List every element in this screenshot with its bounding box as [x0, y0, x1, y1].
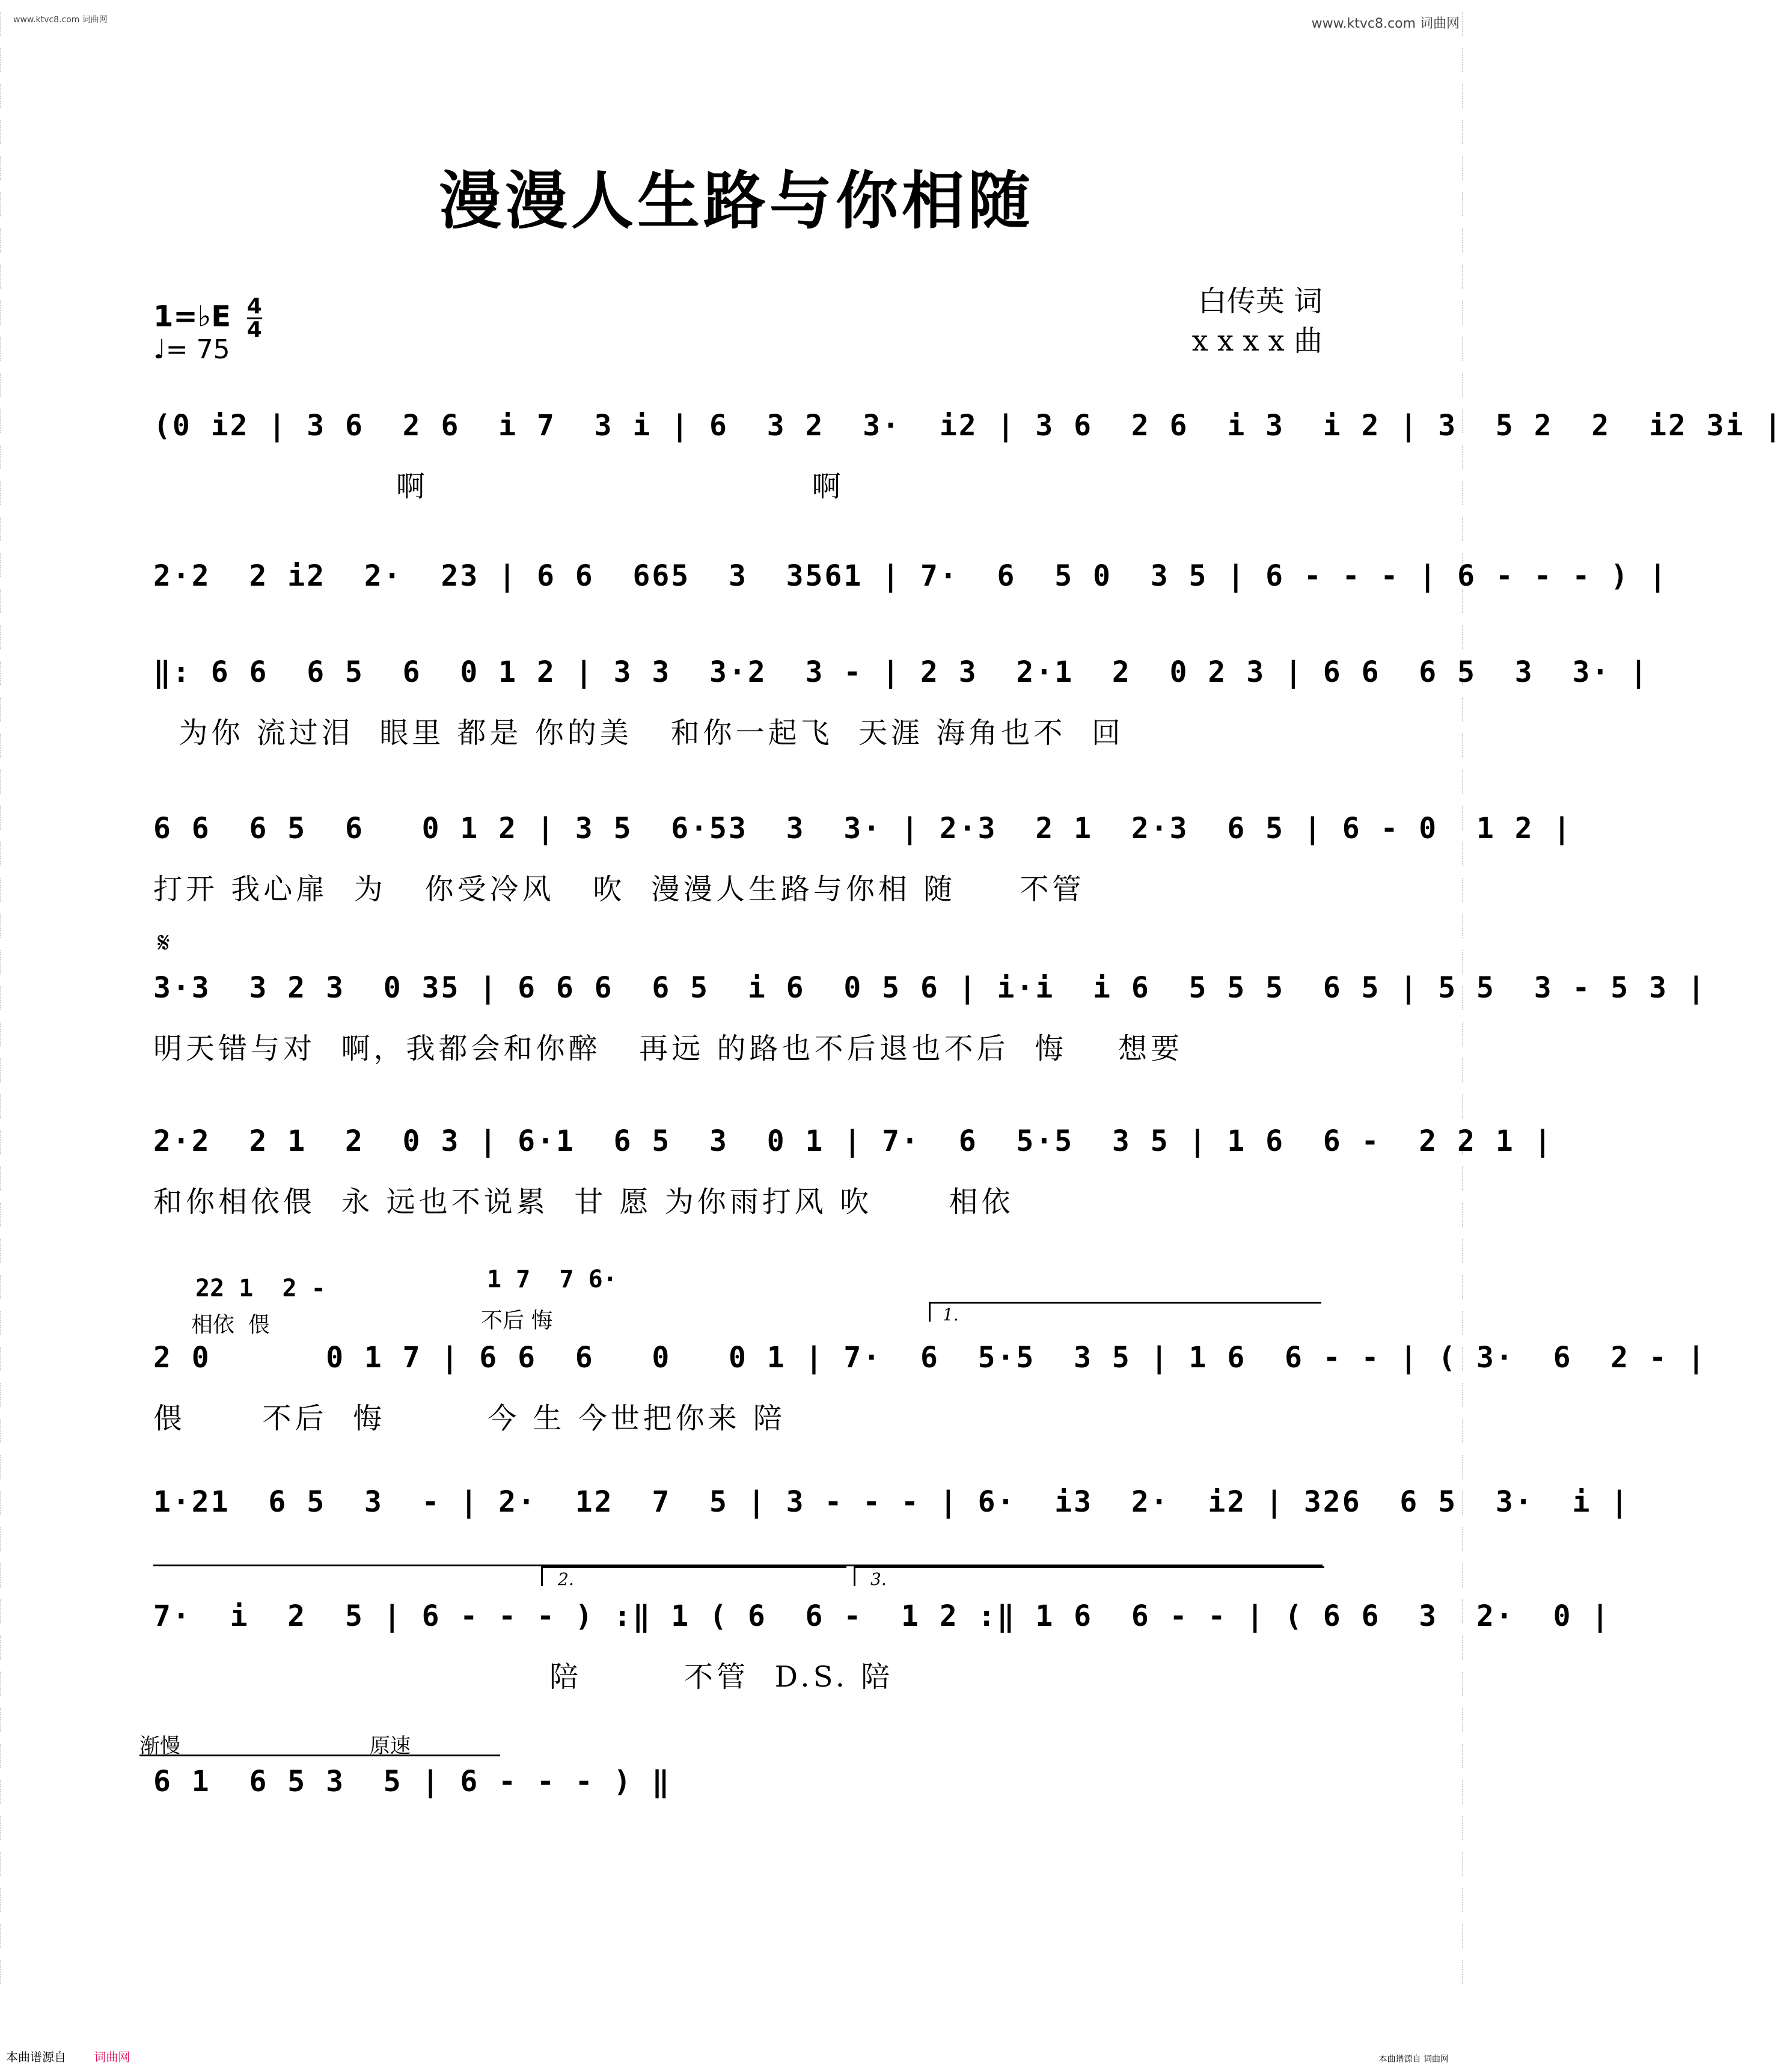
- lyrics-line: 啊 啊: [153, 470, 845, 503]
- border-dash: [0, 373, 11, 397]
- border-dash: [1462, 1744, 1473, 1768]
- volta-bracket-2: [541, 1566, 846, 1589]
- border-dash: [0, 986, 11, 1010]
- border-dash: [1462, 301, 1473, 325]
- border-dash: [0, 1166, 11, 1191]
- border-dash: [0, 914, 11, 938]
- border-dash: [0, 1744, 11, 1768]
- border-dash: [1462, 1383, 1473, 1407]
- border-dash: [1462, 697, 1473, 722]
- border-dash: [0, 265, 11, 289]
- notes-line: 7· i 2 5 | 6 - - - ) :‖ 1 ( 6 6 - 1 2 :‖ 1 6 6 - - | ( 6 6 3 2· 0 |: [153, 1599, 1611, 1633]
- border-dash: [0, 1239, 11, 1263]
- staff-line-10: [153, 1765, 1326, 1837]
- staff-line-5: [153, 971, 1707, 1067]
- ossia-lyrics-2: 不后 悔: [481, 1308, 553, 1333]
- border-dash: [0, 589, 11, 613]
- volta-number-3: 3.: [870, 1569, 887, 1589]
- staff-line-3: [153, 655, 1650, 752]
- border-dash: [0, 48, 11, 72]
- border-dash: [0, 1780, 11, 1804]
- border-dash: [0, 1094, 11, 1118]
- border-dash: [0, 1563, 11, 1587]
- border-dash: [0, 1960, 11, 1984]
- border-dash: [0, 1527, 11, 1551]
- border-dash: [1462, 445, 1473, 469]
- border-dash: [1462, 734, 1473, 758]
- volta-number-1: 1.: [943, 1305, 959, 1325]
- lyrics-line: 为你 流过泪 眼里 都是 你的美 和你一起飞 天涯 海角也不 回: [153, 716, 1124, 750]
- border-dash: [0, 1708, 11, 1732]
- notes-line: (0 i2 | 3 6 2 6 i 7 3 i | 6 3 2 3· i2 | 3 6 2 6 i 3 i 2 | 3 5 2 2 i2 3i |: [153, 409, 1783, 443]
- border-dash: [1462, 1022, 1473, 1046]
- notes-line: 2·2 2 1 2 0 3 | 6·1 6 5 3 0 1 | 7· 6 5·5 3 5 | 1 6 6 - 2 2 1 |: [153, 1124, 1553, 1158]
- border-dash: [1462, 1311, 1473, 1335]
- border-dash: [0, 1419, 11, 1443]
- border-dash: [0, 625, 11, 649]
- staff-line-7: [153, 1341, 1707, 1437]
- border-dash: [1462, 1058, 1473, 1082]
- lyrics-line: 偎 不后 悔 今 生 今世把你来 陪: [153, 1402, 786, 1435]
- border-dash: [0, 1130, 11, 1154]
- border-dash: [0, 1599, 11, 1623]
- border-dash: [1462, 481, 1473, 505]
- border-dash: [0, 842, 11, 866]
- border-dash: [0, 337, 11, 361]
- border-dash: [1462, 12, 1473, 36]
- notes-line: 6 6 6 5 6 0 1 2 | 3 5 6·53 3 3· | 2·3 2 1 2·3 6 5 | 6 - 0 1 2 |: [153, 812, 1573, 845]
- song-title: 漫漫人生路与你相随: [438, 164, 1034, 238]
- ossia-notes-2: 1 7 7 6·: [487, 1266, 617, 1293]
- border-dash: [1462, 517, 1473, 541]
- border-dash: [1462, 1672, 1473, 1696]
- border-dash: [0, 806, 11, 830]
- border-dash: [1462, 950, 1473, 974]
- notes-line: ‖: 6 6 6 5 6 0 1 2 | 3 3 3·2 3 - | 2 3 2·1 2 0 2 3 | 6 6 6 5 3 3· |: [153, 655, 1650, 689]
- border-dash: [1462, 1816, 1473, 1840]
- lyrics-line: 打开 我心扉 为 你受冷风 吹 漫漫人生路与你相 随 不管: [153, 872, 1085, 906]
- lyrics-line: 陪 不管 D.S. 陪: [153, 1660, 894, 1694]
- border-dash: [0, 1672, 11, 1696]
- key-text: 1=♭E: [153, 299, 231, 334]
- border-dash: [0, 84, 11, 108]
- border-dash: [1462, 1888, 1473, 1912]
- site-header-left: www.ktvc8.com 词曲网: [13, 15, 108, 25]
- ritardando-mark: 渐慢: [139, 1734, 180, 1758]
- border-dash: [1462, 1094, 1473, 1118]
- footer-left: [6, 2047, 130, 2065]
- border-dash: [0, 301, 11, 325]
- border-dash: [1462, 265, 1473, 289]
- staff-line-9: [153, 1599, 1611, 1696]
- lyrics-line: 明天错与对 啊，我都会和你醉 再远 的路也不后退也不后 悔 想要: [153, 1032, 1184, 1065]
- segno-sign: 𝄋: [158, 926, 170, 960]
- border-dash: [0, 734, 11, 758]
- composer-credit: x x x x 曲: [1191, 324, 1323, 358]
- border-dash: [1462, 1455, 1473, 1479]
- lyricist-credit: 白传英 词: [1197, 284, 1323, 318]
- border-dash: [1462, 373, 1473, 397]
- notes-line: 2·2 2 i2 2· 23 | 6 6 665 3 3561 | 7· 6 5 0 3 5 | 6 - - - | 6 - - - ) |: [153, 559, 1668, 593]
- site-header-right: www.ktvc8.com 词曲网: [1311, 16, 1460, 31]
- staff-line-2: [153, 559, 1668, 655]
- border-dash: [0, 409, 11, 433]
- border-dash: [1462, 1708, 1473, 1732]
- staff-line-1: [153, 409, 1783, 505]
- volta-bracket-3: [854, 1566, 1324, 1589]
- notes-line: 3·3 3 2 3 0 35 | 6 6 6 6 5 i 6 0 5 6 | i·i i 6 5 5 5 6 5 | 5 5 3 - 5 3 |: [153, 971, 1707, 1005]
- border-dash: [1462, 1924, 1473, 1948]
- footer-source-text: 本曲谱源自: [6, 2050, 66, 2064]
- notes-line: 2 0 0 1 7 | 6 6 6 0 0 1 | 7· 6 5·5 3 5 | 1 6 6 - - | ( 3· 6 2 - |: [153, 1341, 1707, 1375]
- staff-line-6: [153, 1124, 1553, 1221]
- border-dash: [0, 770, 11, 794]
- staff-line-4: [153, 812, 1573, 908]
- time-signature: [247, 296, 262, 341]
- border-dash: [0, 1347, 11, 1371]
- border-dash: [1462, 48, 1473, 72]
- volta-bracket-1: [929, 1302, 1321, 1325]
- tempo-bracket: [139, 1755, 500, 1756]
- volta-number-2: 2.: [558, 1569, 574, 1589]
- border-dash: [1462, 878, 1473, 902]
- time-bottom: 4: [246, 317, 262, 342]
- border-dash: [0, 1022, 11, 1046]
- border-dash: [1462, 1563, 1473, 1587]
- border-dash: [0, 878, 11, 902]
- border-dash: [1462, 84, 1473, 108]
- tempo-marking: ♩= 75: [153, 334, 230, 365]
- border-dash: [0, 1311, 11, 1335]
- border-dash: [0, 1203, 11, 1227]
- border-dash: [0, 1924, 11, 1948]
- border-dash: [0, 1491, 11, 1515]
- footer-brand-logo: 词曲网: [94, 2050, 130, 2064]
- notes-line: 6 1 6 5 3 5 | 6 - - - ) ‖: [153, 1765, 671, 1798]
- border-dash: [0, 1383, 11, 1407]
- border-dash: [1462, 625, 1473, 649]
- border-dash: [1462, 770, 1473, 794]
- footer-right: 本曲谱源自 词曲网: [1378, 2055, 1449, 2064]
- staff-line-8: [153, 1485, 1630, 1557]
- border-dash: [1462, 1275, 1473, 1299]
- border-dash: [1462, 1960, 1473, 1984]
- border-dash: [0, 481, 11, 505]
- border-dash: [0, 1058, 11, 1082]
- border-dash: [1462, 337, 1473, 361]
- border-dash: [1462, 1527, 1473, 1551]
- border-dash: [1462, 1852, 1473, 1876]
- border-dash: [1462, 1239, 1473, 1263]
- ossia-lyrics-1: 相依 偎: [191, 1313, 270, 1337]
- border-dash: [1462, 589, 1473, 613]
- border-dash: [0, 697, 11, 722]
- border-dash: [0, 1455, 11, 1479]
- border-dash: [1462, 1419, 1473, 1443]
- border-dash: [0, 950, 11, 974]
- border-dash: [0, 120, 11, 144]
- border-dash: [0, 553, 11, 577]
- border-dash: [0, 1816, 11, 1840]
- border-dash: [1462, 120, 1473, 144]
- border-dash: [0, 517, 11, 541]
- border-dash: [0, 1888, 11, 1912]
- border-dash: [1462, 1635, 1473, 1660]
- a-tempo-mark: 原速: [370, 1734, 411, 1758]
- border-dash: [0, 445, 11, 469]
- right-border-decoration: [1462, 0, 1473, 2072]
- left-border-decoration: [0, 0, 11, 2072]
- time-top: 4: [246, 294, 262, 319]
- border-dash: [0, 1635, 11, 1660]
- border-dash: [0, 1852, 11, 1876]
- border-dash: [1462, 1166, 1473, 1191]
- notes-line: 1·21 6 5 3 - | 2· 12 7 5 | 3 - - - | 6· i3 2· i2 | 326 6 5 3· i |: [153, 1485, 1630, 1519]
- border-dash: [1462, 842, 1473, 866]
- lyrics-line: 和你相依偎 永 远也不说累 甘 愿 为你雨打风 吹 相依: [153, 1185, 1014, 1219]
- border-dash: [1462, 1203, 1473, 1227]
- border-dash: [0, 12, 11, 36]
- border-dash: [0, 661, 11, 685]
- border-dash: [1462, 1780, 1473, 1804]
- border-dash: [1462, 914, 1473, 938]
- ossia-notes-1: 22 1 2 -: [195, 1275, 326, 1302]
- border-dash: [0, 1275, 11, 1299]
